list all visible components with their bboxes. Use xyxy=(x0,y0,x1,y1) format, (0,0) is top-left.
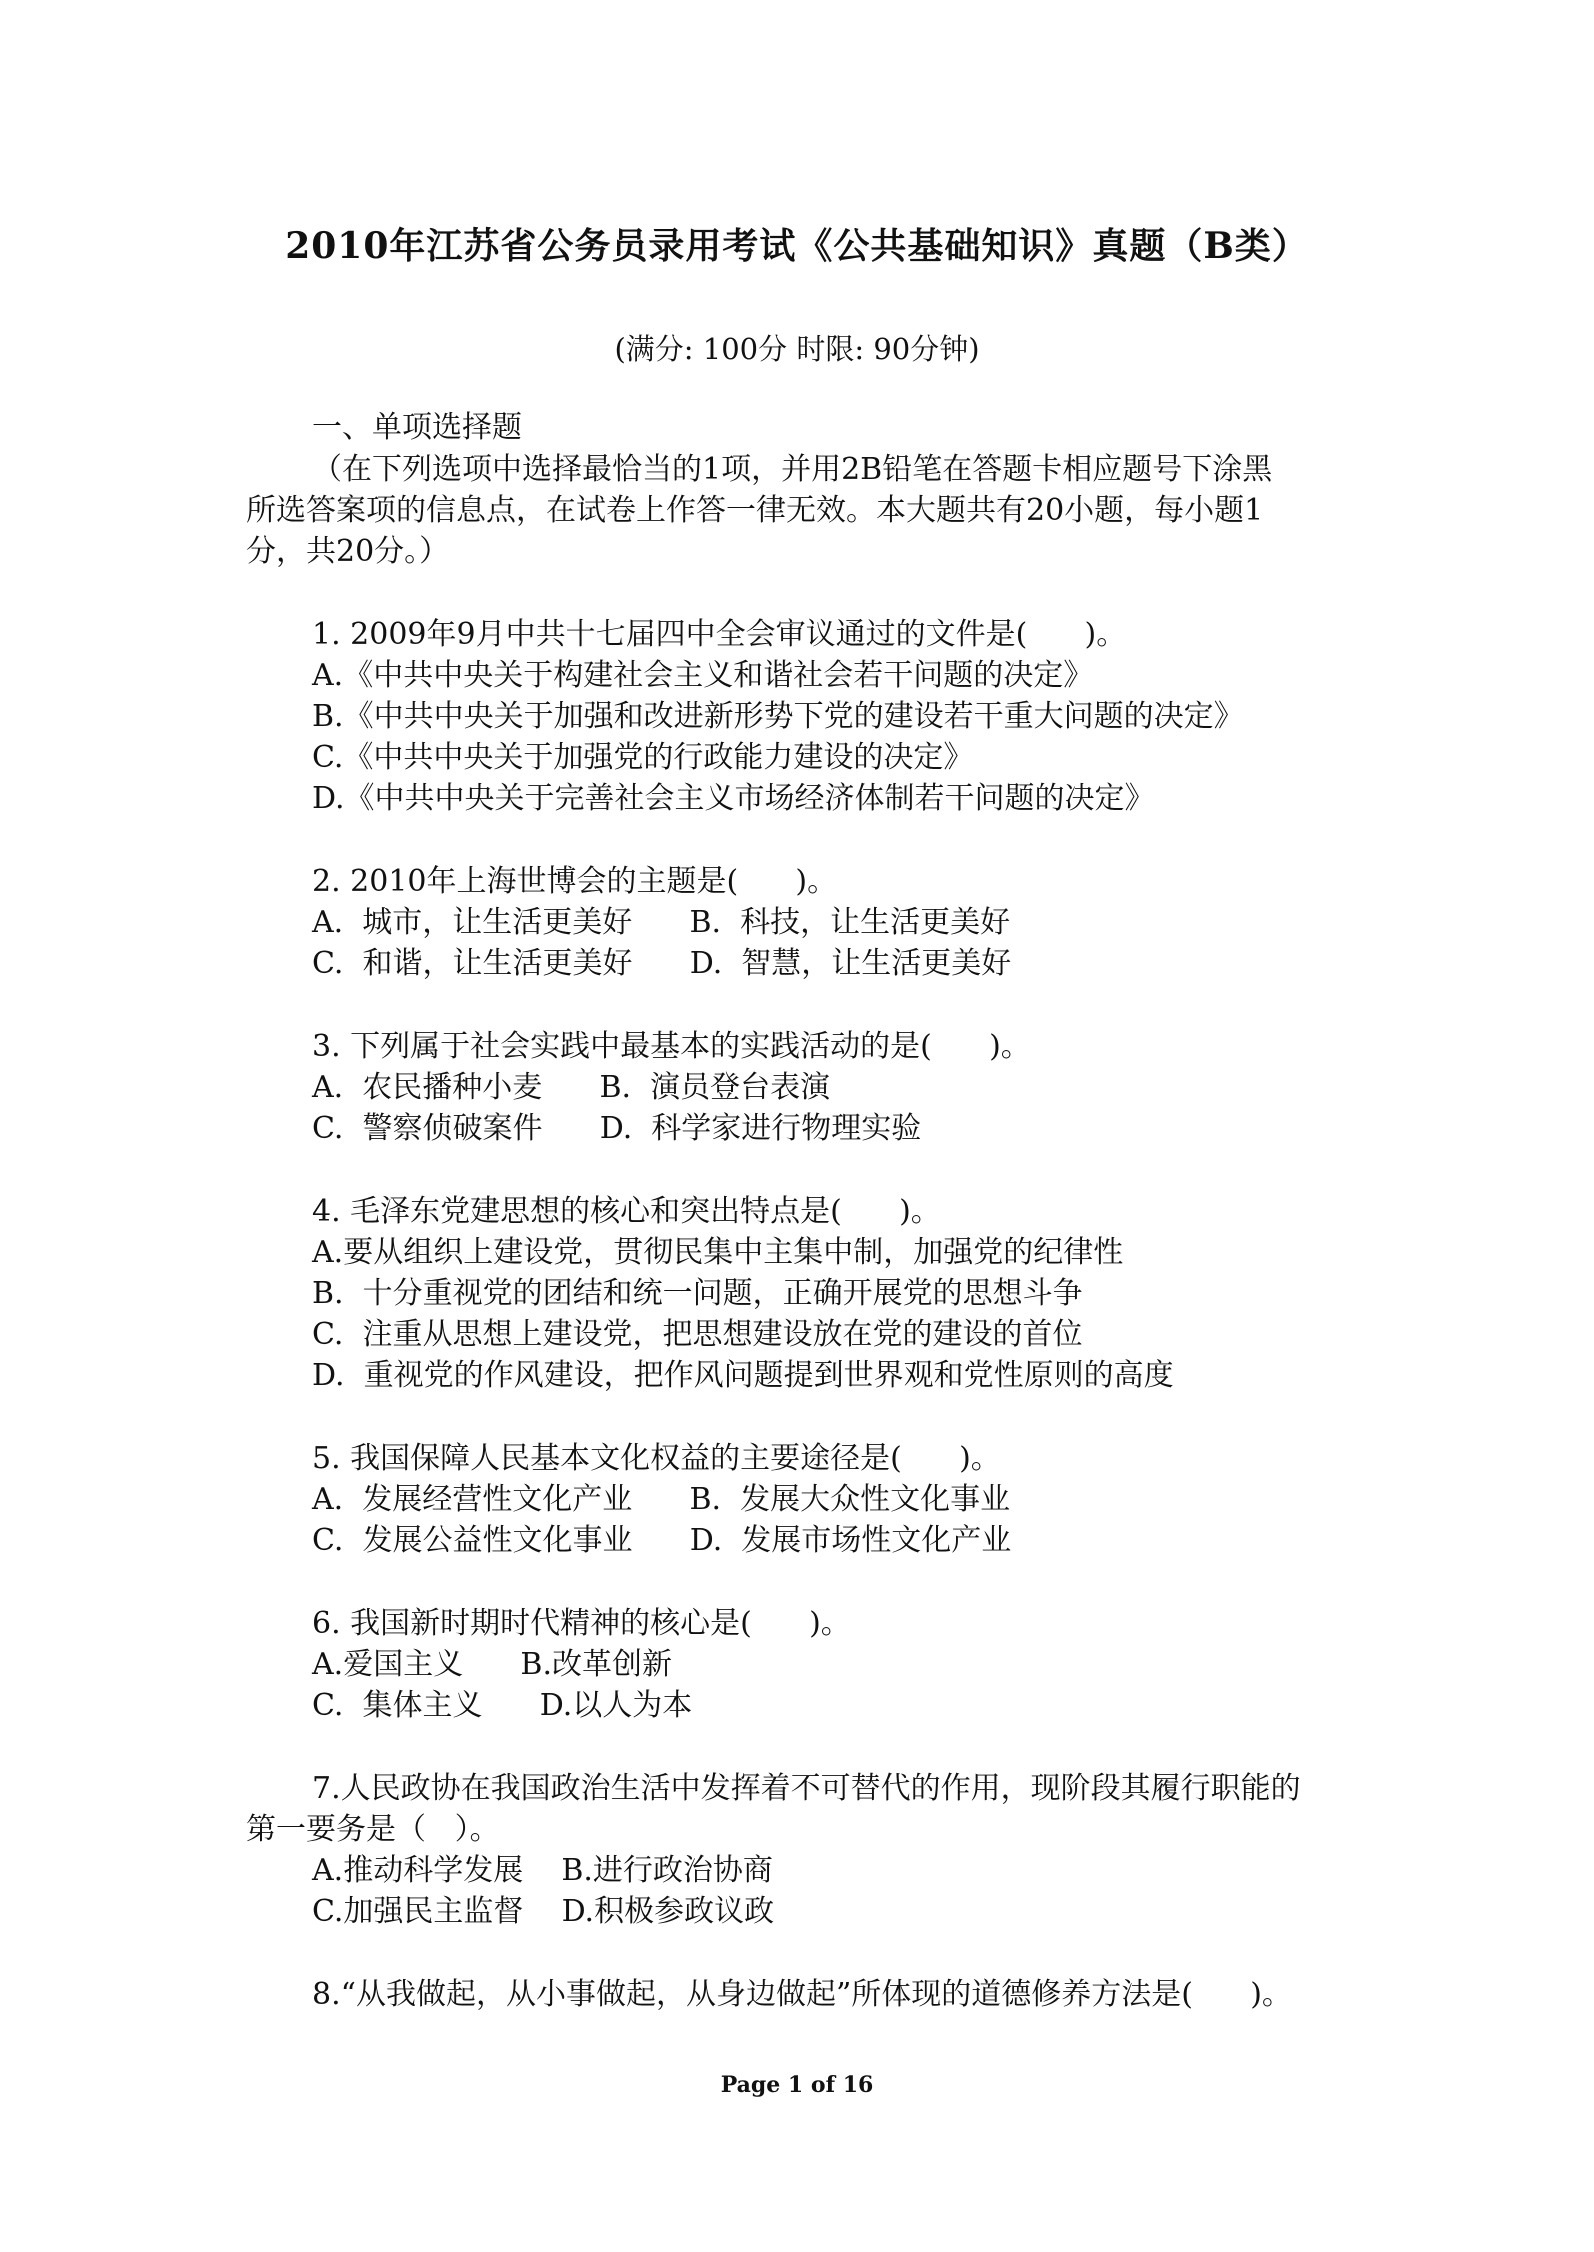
question-option: B. 十分重视党的团结和统一问题，正确开展党的思想斗争 xyxy=(312,1276,1083,1311)
question-option: C.《中共中央关于加强党的行政能力建设的决定》 xyxy=(312,740,974,775)
question-option: A. 发展经营性文化产业 B. 发展大众性文化事业 xyxy=(312,1482,1011,1517)
question-option: D. 重视党的作风建设，把作风问题提到世界观和党性原则的高度 xyxy=(312,1358,1174,1393)
question-stem-continuation: 第一要务是（ ）。 xyxy=(246,1812,500,1847)
question-option: C.加强民主监督 D.积极参政议政 xyxy=(312,1894,775,1929)
question-option: C. 和谐，让生活更美好 D. 智慧，让生活更美好 xyxy=(312,946,1012,981)
question-stem: 4. 毛泽东党建思想的核心和突出特点是( )。 xyxy=(312,1194,941,1229)
question-stem: 1. 2009年9月中共十七届四中全会审议通过的文件是( )。 xyxy=(312,617,1127,652)
question-option: C. 集体主义 D.以人为本 xyxy=(312,1688,693,1723)
question-option: C. 注重从思想上建设党，把思想建设放在党的建设的首位 xyxy=(312,1317,1083,1352)
question-stem: 3. 下列属于社会实践中最基本的实践活动的是( )。 xyxy=(312,1029,1031,1064)
question-option: A.推动科学发展 B.进行政治协商 xyxy=(312,1853,773,1888)
section-instruction-line: 分，共20分。） xyxy=(246,534,450,569)
document-title: 2010年江苏省公务员录用考试《公共基础知识》真题（B类） xyxy=(285,225,1309,267)
question-option: A.《中共中央关于构建社会主义和谐社会若干问题的决定》 xyxy=(312,658,1094,693)
section-heading: 一、单项选择题 xyxy=(312,410,522,445)
question-option: A.爱国主义 B.改革创新 xyxy=(312,1647,672,1682)
question-option: D.《中共中央关于完善社会主义市场经济体制若干问题的决定》 xyxy=(312,781,1155,816)
question-option: B.《中共中央关于加强和改进新形势下党的建设若干重大问题的决定》 xyxy=(312,699,1244,734)
question-option: A. 农民播种小麦 B. 演员登台表演 xyxy=(312,1070,831,1105)
section-instruction-line: （在下列选项中选择最恰当的1项，并用2B铅笔在答题卡相应题号下涂黑 xyxy=(312,452,1273,487)
question-option: C. 发展公益性文化事业 D. 发展市场性文化产业 xyxy=(312,1523,1012,1558)
page-number: Page 1 of 16 xyxy=(720,2072,874,2098)
question-stem: 2. 2010年上海世博会的主题是( )。 xyxy=(312,864,838,899)
question-stem: 8.“从我做起，从小事做起，从身边做起”所体现的道德修养方法是( )。 xyxy=(312,1977,1292,2012)
question-stem: 7.人民政协在我国政治生活中发挥着不可替代的作用，现阶段其履行职能的 xyxy=(312,1771,1301,1806)
question-stem: 6. 我国新时期时代精神的核心是( )。 xyxy=(312,1606,851,1641)
exam-info: (满分: 100分 时限: 90分钟) xyxy=(614,332,980,366)
question-option: C. 警察侦破案件 D. 科学家进行物理实验 xyxy=(312,1111,922,1146)
question-option: A.要从组织上建设党，贯彻民集中主集中制，加强党的纪律性 xyxy=(312,1235,1124,1270)
section-instruction-line: 所选答案项的信息点，在试卷上作答一律无效。本大题共有20小题，每小题1 xyxy=(246,493,1264,528)
question-option: A. 城市，让生活更美好 B. 科技，让生活更美好 xyxy=(312,905,1011,940)
question-stem: 5. 我国保障人民基本文化权益的主要途径是( )。 xyxy=(312,1441,1001,1476)
